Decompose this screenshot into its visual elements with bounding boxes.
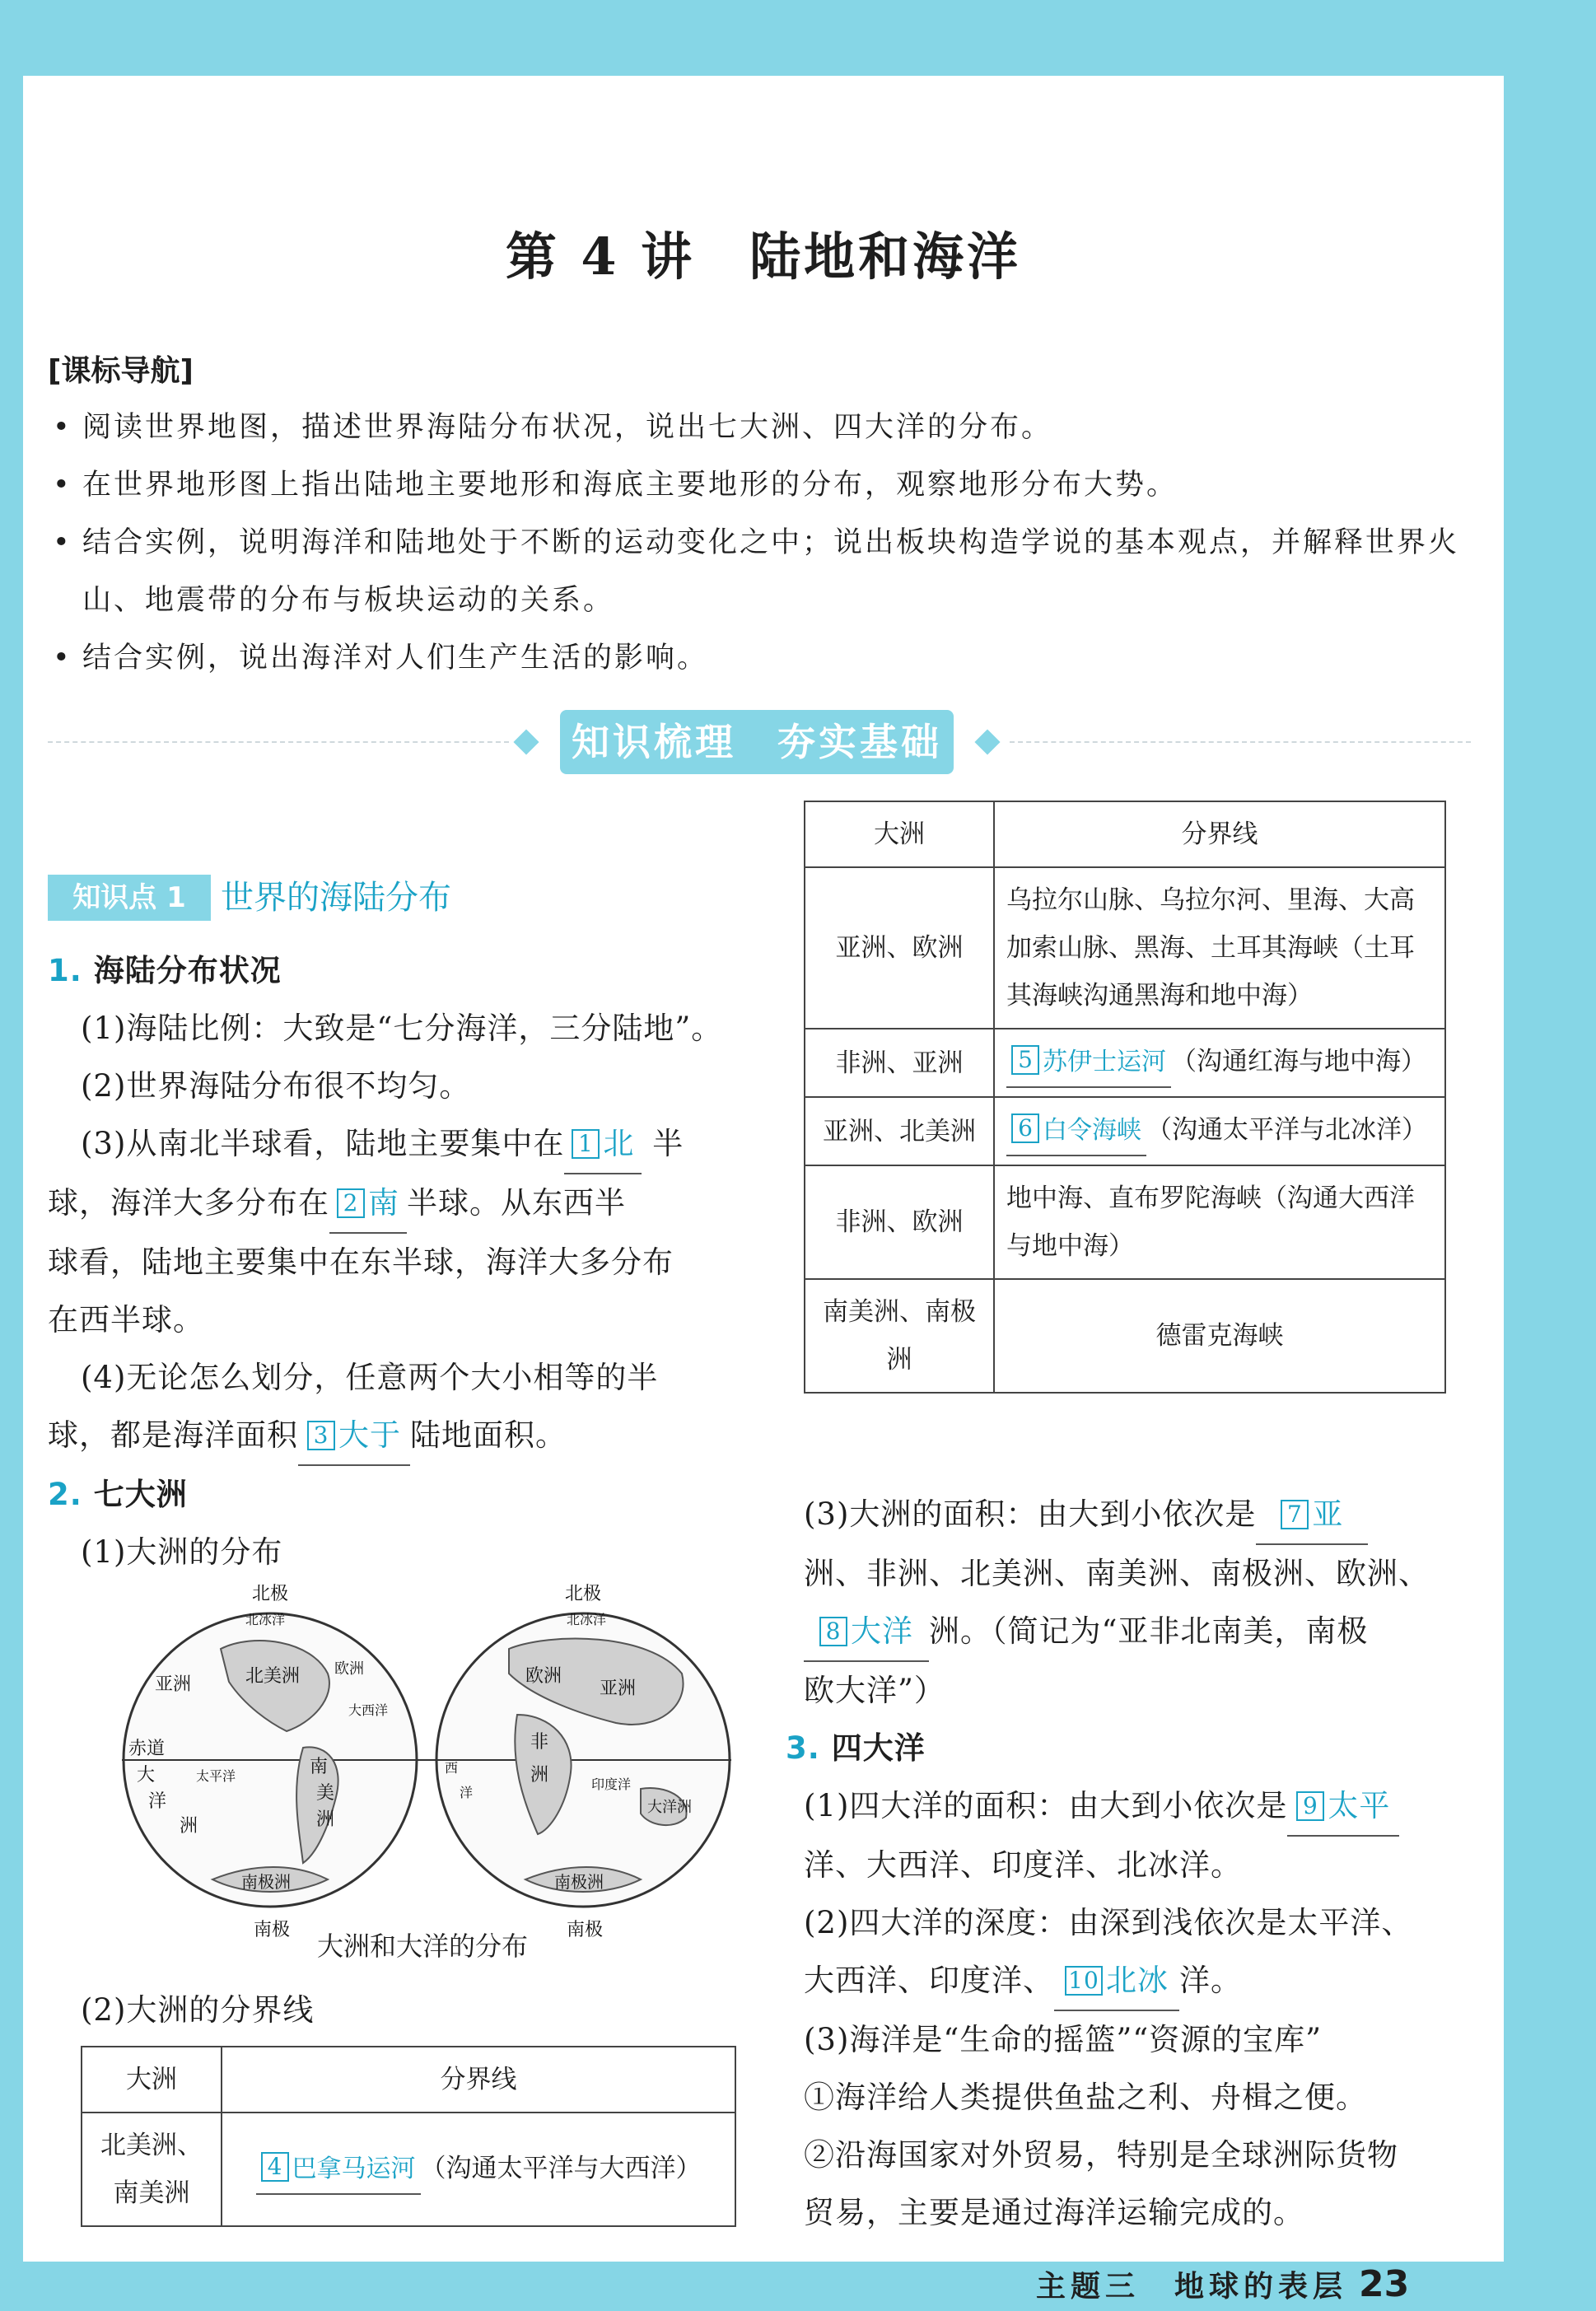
text-line: 在西半球。: [48, 1302, 204, 1338]
answer-blank-9: 9 太平: [1287, 1777, 1399, 1837]
label-europe-east: 欧洲: [525, 1665, 562, 1686]
nav-item: • 结合实例，说出海洋对人们生产生活的影响。: [48, 629, 1481, 687]
label-south-1: 南: [310, 1756, 329, 1776]
page-border-top: [0, 0, 1596, 76]
label-asia-east: 亚洲: [600, 1678, 637, 1698]
diamond-icon: [974, 729, 1000, 754]
nav-item: • 结合实例，说明海洋和陆地处于不断的运动变化之中；说出板块构造学说的基本观点，并解释世界火山、地震带的分布与板块运动的关系。: [48, 514, 1481, 629]
page: [23, 76, 1504, 2305]
table-header-row: [805, 801, 1445, 867]
answer-blank-6: 6 白令海峡: [1006, 1107, 1146, 1156]
label-south-3: 洲: [316, 1809, 335, 1829]
answer-blank-4: 4 巴拿马运河: [256, 2145, 421, 2195]
section-heading-2: 2. 七大洲: [48, 1477, 188, 1512]
text-line: 球，海洋大多分布在 2 南 半球。从东西半: [48, 1174, 756, 1234]
text-line: 贸易，主要是通过海洋运输完成的。: [804, 2195, 1304, 2230]
text-line: (3)从南北半球看，陆地主要集中在 1 北 半: [48, 1115, 756, 1174]
text-line: 洲、非洲、北美洲、南美洲、南极洲、欧洲、: [804, 1556, 1430, 1591]
section-banner: 知识梳理 夯实基础: [560, 710, 954, 774]
lesson-title: 第 4 讲 陆地和海洋: [505, 226, 1022, 287]
table-header: 大洲: [82, 2047, 222, 2113]
label-indian-ocean: 印度洋: [591, 1778, 632, 1792]
table-cell: 地中海、直布罗陀海峡（沟通大西洋与地中海）: [994, 1165, 1445, 1279]
label-zhou: 洲: [180, 1815, 198, 1836]
label-europe-west: 欧洲: [334, 1660, 364, 1677]
label-atlantic-west: 大西洋: [348, 1704, 389, 1718]
table-cell: 4 巴拿马运河 （沟通太平洋与大西洋）: [222, 2113, 735, 2226]
text-line: (2)大洲的分界线: [81, 1992, 315, 2028]
table-row: [805, 1279, 1445, 1393]
table-header-row: [82, 2047, 735, 2113]
section-heading-1: 1. 海陆分布状况: [48, 953, 282, 988]
table-cell: 亚洲、欧洲: [805, 867, 994, 1029]
equator-label: 赤道: [128, 1738, 166, 1758]
label-xi: 西: [445, 1762, 459, 1776]
text-line: ①海洋给人类提供鱼盐之利、舟楫之便。: [804, 2080, 1367, 2115]
table-cell: 北美洲、南美洲: [82, 2113, 222, 2226]
answer-blank-7: 7 亚: [1256, 1486, 1368, 1545]
text-line: 8 大洋 洲。（简记为“亚非北南美，南极: [804, 1603, 1471, 1662]
south-pole-label-east: 南极: [567, 1919, 604, 1937]
label-asia-west: 亚洲: [155, 1674, 192, 1694]
world-map-hemispheres: [122, 1583, 731, 1937]
page-border-right: [1504, 0, 1596, 2311]
label-fei: 非: [530, 1731, 549, 1752]
label-antarctica-east: 南极洲: [554, 1874, 604, 1892]
knowledge-point-tag: 知识点 1: [48, 875, 211, 921]
table-cell: 6 白令海峡 （沟通太平洋与北冰洋）: [994, 1097, 1445, 1165]
text-line: 大西洋、印度洋、 10 北冰 洋。: [804, 1952, 1471, 2011]
label-antarctica-west: 南极洲: [241, 1874, 291, 1892]
boundary-table-left: [81, 2046, 736, 2227]
page-border-left: [0, 0, 23, 2311]
text-line: (1)四大洋的面积：由大到小依次是 9 太平: [804, 1777, 1471, 1837]
table-row: [805, 1097, 1445, 1165]
table-row: [805, 867, 1445, 1029]
south-pole-label-west: 南极: [254, 1919, 291, 1937]
label-arctic-east: 北冰洋: [567, 1613, 607, 1627]
knowledge-point-title: 世界的海陆分布: [221, 879, 451, 917]
text-line: 欧大洋”）: [804, 1673, 945, 1708]
table-cell: 非洲、亚洲: [805, 1029, 994, 1097]
page-footer: [1036, 2263, 1409, 2305]
left-column: [48, 942, 756, 1581]
label-oceania: 大洋洲: [647, 1799, 692, 1815]
text-line: 球，都是海洋面积 3 大于 陆地面积。: [48, 1407, 756, 1466]
table-cell: 非洲、欧洲: [805, 1165, 994, 1279]
table-cell: 5 苏伊士运河 （沟通红海与地中海）: [994, 1029, 1445, 1097]
left-column-b: [48, 1982, 756, 2039]
table-header: 分界线: [222, 2047, 735, 2113]
answer-blank-5: 5 苏伊士运河: [1006, 1039, 1171, 1088]
answer-blank-2: 2 南: [329, 1174, 407, 1234]
text-line: 洋、大西洋、印度洋、北冰洋。: [804, 1847, 1242, 1883]
nav-item: • 在世界地形图上指出陆地主要地形和海底主要地形的分布，观察地形分布大势。: [48, 456, 1481, 514]
table-cell: 乌拉尔山脉、乌拉尔河、里海、大高加索山脉、黑海、土耳其海峡（土耳其海峡沟通黑海和地中海）: [994, 867, 1445, 1029]
table-cell: 南美洲、南极洲: [805, 1279, 994, 1393]
text-line: (3)海洋是“生命的摇篮”“资源的宝库”: [804, 2022, 1323, 2057]
text-line: ②沿海国家对外贸易，特别是全球洲际货物: [804, 2137, 1398, 2173]
divider-left: [48, 741, 509, 743]
table-row: [805, 1029, 1445, 1097]
label-zhou-east: 洲: [530, 1764, 549, 1785]
nav-item: • 阅读世界地图，描述世界海陆分布状况，说出七大洲、四大洋的分布。: [48, 399, 1481, 456]
answer-blank-1: 1 北: [564, 1115, 642, 1174]
table-cell: 德雷克海峡: [994, 1279, 1445, 1393]
table-row: [805, 1165, 1445, 1279]
label-yang-east: 洋: [460, 1786, 474, 1800]
text-line: (2)世界海陆分布很不均匀。: [81, 1068, 471, 1104]
answer-blank-10: 10 北冰: [1054, 1952, 1179, 2011]
label-da: 大: [137, 1764, 156, 1785]
footer-section: 主题三 地球的表层: [1036, 2270, 1348, 2304]
text-line: (1)大洲的分布: [81, 1534, 283, 1570]
text-line: (3)大洲的面积：由大到小依次是 7 亚: [804, 1486, 1471, 1545]
label-north-america: 北美洲: [245, 1665, 301, 1686]
answer-blank-8: 8 大洋: [804, 1603, 929, 1662]
table-header: 大洲: [805, 801, 994, 867]
north-pole-label-east: 北极: [565, 1583, 602, 1604]
text-line: (1)海陆比例：大致是“七分海洋，三分陆地”。: [81, 1011, 723, 1046]
answer-blank-3: 3 大于: [298, 1407, 410, 1466]
text-line: (2)四大洋的深度：由深到浅依次是太平洋、: [804, 1905, 1413, 1940]
map-caption: 大洲和大洋的分布: [316, 1931, 528, 1962]
divider-right: [1010, 741, 1471, 743]
curriculum-nav-list: [48, 399, 1481, 687]
table-cell: 亚洲、北美洲: [805, 1097, 994, 1165]
boundary-table-right: [804, 801, 1446, 1394]
section-heading-3: 3. 四大洋: [786, 1730, 926, 1766]
table-header: 分界线: [994, 801, 1445, 867]
table-row: [82, 2113, 735, 2226]
text-line: 球看，陆地主要集中在东半球，海洋大多分布: [48, 1244, 674, 1280]
label-south-2: 美: [316, 1782, 335, 1803]
label-pacific: 太平洋: [196, 1770, 236, 1784]
text-line: (4)无论怎么划分，任意两个大小相等的半: [81, 1360, 659, 1395]
north-pole-label-west: 北极: [252, 1583, 289, 1604]
curriculum-nav-title: [课标导航]: [48, 354, 194, 388]
diamond-icon: [513, 729, 539, 754]
label-yang: 洋: [148, 1790, 167, 1811]
label-arctic-west: 北冰洋: [245, 1613, 286, 1627]
right-column: [786, 1486, 1471, 2242]
page-number: 23: [1359, 2263, 1410, 2305]
